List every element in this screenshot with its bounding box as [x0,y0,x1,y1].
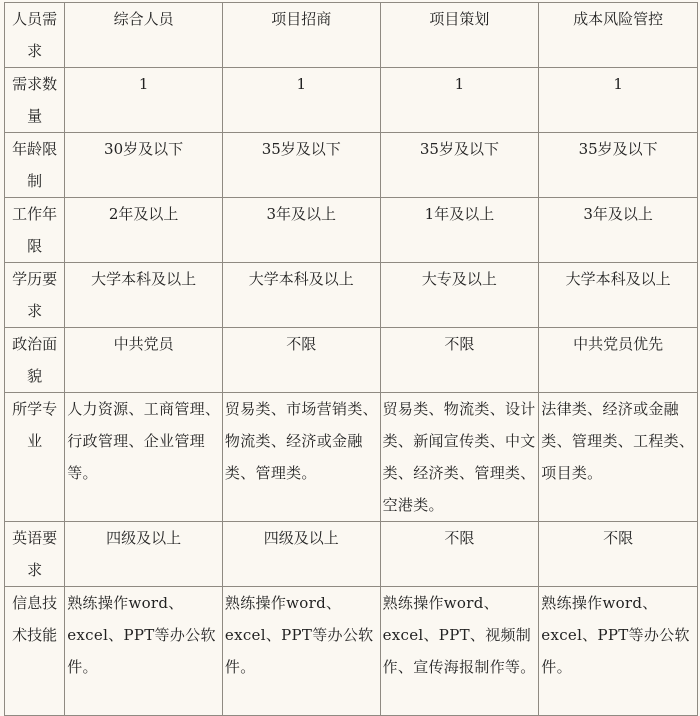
row-label: 英语要求 [5,522,65,587]
table-cell: 大学本科及以上 [539,263,698,328]
header-row-label: 人员需求 [5,3,65,68]
row-label: 所学专业 [5,393,65,522]
table-cell: 3年及以上 [222,198,380,263]
table-row [5,328,698,393]
table-row [5,263,698,328]
table-cell: 贸易类、物流类、设计类、新闻宣传类、中文类、经济类、管理类、空港类。 [380,393,539,522]
requirements-table [4,2,698,716]
table-cell: 不限 [380,328,539,393]
table-cell: 熟练操作word、excel、PPT等办公软件。 [222,587,380,716]
table-cell: 不限 [539,522,698,587]
row-label: 年龄限制 [5,133,65,198]
table-cell: 1年及以上 [380,198,539,263]
table-cell: 1 [65,68,223,133]
table-cell: 不限 [222,328,380,393]
table-cell: 3年及以上 [539,198,698,263]
table-cell: 中共党员 [65,328,223,393]
table-row [5,133,698,198]
table-cell: 35岁及以下 [222,133,380,198]
table-cell: 1 [222,68,380,133]
row-label: 政治面貌 [5,328,65,393]
table-cell: 大专及以上 [380,263,539,328]
table-cell: 大学本科及以上 [65,263,223,328]
table-row [5,68,698,133]
table-cell: 1 [539,68,698,133]
table-cell: 贸易类、市场营销类、物流类、经济或金融类、管理类。 [222,393,380,522]
table-cell: 2年及以上 [65,198,223,263]
table-cell: 1 [380,68,539,133]
row-label: 信息技术技能 [5,587,65,716]
table-cell: 人力资源、工商管理、行政管理、企业管理等。 [65,393,223,522]
table-row [5,522,698,587]
table-cell: 大学本科及以上 [222,263,380,328]
table-cell: 熟练操作word、excel、PPT、视频制作、宣传海报制作等。 [380,587,539,716]
column-header: 项目招商 [222,3,380,68]
row-label: 工作年限 [5,198,65,263]
table-cell: 熟练操作word、excel、PPT等办公软件。 [539,587,698,716]
column-header: 项目策划 [380,3,539,68]
table-cell: 不限 [380,522,539,587]
column-header: 综合人员 [65,3,223,68]
table-row [5,198,698,263]
table-row [5,393,698,522]
row-label: 需求数量 [5,68,65,133]
row-label: 学历要求 [5,263,65,328]
table-cell: 35岁及以下 [539,133,698,198]
table-cell: 35岁及以下 [380,133,539,198]
table-row [5,587,698,716]
table-cell: 中共党员优先 [539,328,698,393]
table-cell: 30岁及以下 [65,133,223,198]
table-cell: 熟练操作word、excel、PPT等办公软件。 [65,587,223,716]
table-header-row [5,3,698,68]
column-header: 成本风险管控 [539,3,698,68]
table-cell: 法律类、经济或金融类、管理类、工程类、项目类。 [539,393,698,522]
table-cell: 四级及以上 [65,522,223,587]
table-cell: 四级及以上 [222,522,380,587]
